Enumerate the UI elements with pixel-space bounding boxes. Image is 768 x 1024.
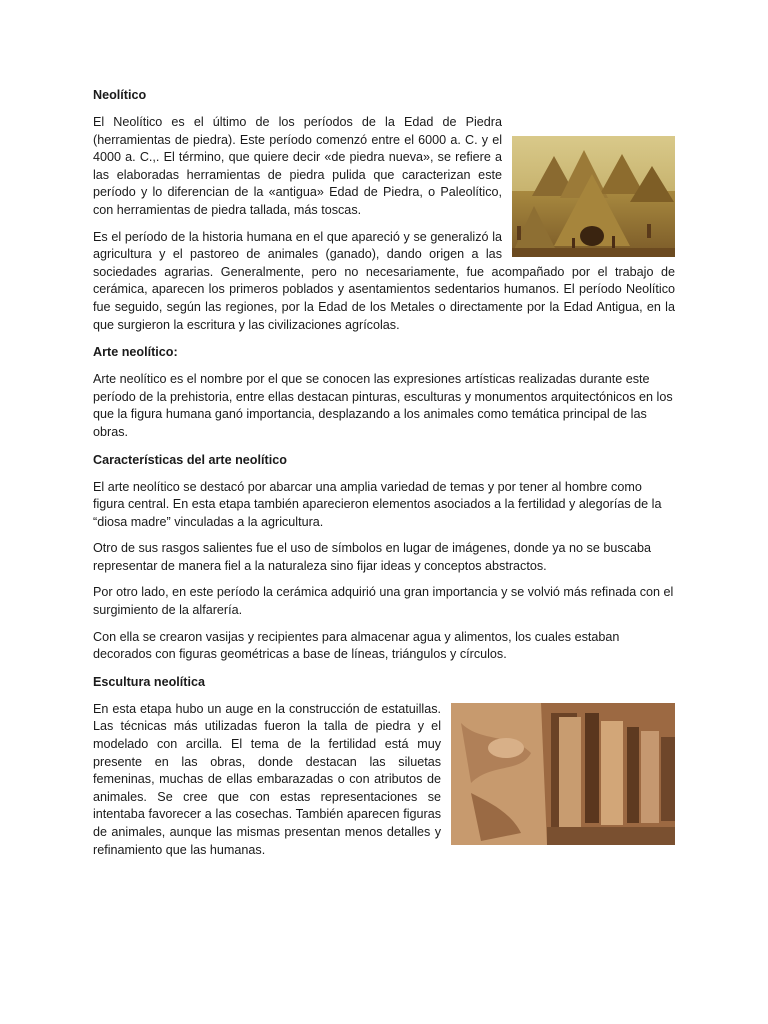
- heading-neolitico: Neolítico: [93, 88, 147, 102]
- document-page: [93, 86, 675, 868]
- heading-caracteristicas: Características del arte neolítico: [93, 452, 287, 467]
- paragraph-neolitico-1: El Neolítico es el último de los períodos de la Edad de Piedra (herramientas de piedra). Este período comenzó entre el 6000 a. C. y el 4000 a. C.,. El término, que quiere decir «de piedra nueva», se refiere a las elaboradas herramientas de piedra pulida que caracterizan este período y lo diferencian de la «antigua» Edad de Piedra, o Paleolítico, con herramientas de piedra tallada, más toscas.: [93, 115, 502, 217]
- paragraph-caracteristicas-2: Otro de sus rasgos salientes fue el uso de símbolos en lugar de imágenes, donde ya no se buscaba representar de manera fiel a la naturaleza sino fijar ideas y conceptos abstractos.: [93, 541, 651, 573]
- heading-arte-neolitico: Arte neolítico:: [93, 345, 178, 360]
- carved-stone-pillars-photo: [451, 703, 675, 845]
- paragraph-caracteristicas-4: Con ella se crearon vasijas y recipientes para almacenar agua y alimentos, los cuales estaban decorados con figuras geométricas a base de líneas, triángulos y círculos.: [93, 629, 620, 662]
- paragraph-neolitico-2: Es el período de la historia humana en el que apareció y se generalizó la agricultura y el pastoreo de animales (ganado), dando origen a las sociedades agrarias. Generalmente, pero no necesariamente, fue acompañado por el trabajo de cerámica, aparecen los primeros poblados y asentamientos sedentarios humanos. El período Neolítico fue seguido, según las regiones, por la Edad de los Metales o directamente por la Edad Antigua, en la que surgieron la escritura y las civilizaciones agrícolas.: [93, 229, 675, 332]
- paragraph-caracteristicas-1: El arte neolítico se destacó por abarcar una amplia variedad de temas y por tener al hombre como figura central. En esta etapa también aparecieron elementos asociados a la fertilidad y alegorías de la “diosa madre” vinculadas a la agricultura.: [93, 479, 662, 529]
- paragraph-caracteristicas-3: Por otro lado, en este período la cerámica adquirió una gran importancia y se volvió más refinada con el surgimiento de la alfarería.: [93, 585, 674, 618]
- paragraph-arte-1: Arte neolítico es el nombre por el que se conocen las expresiones artísticas realizadas durante este período de la prehistoria, entre ellas destacan pinturas, esculturas y monumentos arquitectónicos en los que la figura humana ganó importancia, desplazando a los animales como temática principal de las obras.: [93, 372, 673, 439]
- neolithic-village-illustration: [512, 136, 675, 257]
- heading-escultura-neolitica: Escultura neolítica: [93, 674, 205, 689]
- paragraph-escultura-1: En esta etapa hubo un auge en la construcción de estatuillas. Las técnicas más utilizadas fueron la talla de piedra y el modelado con arcilla. El tema de la fertilidad está muy presente en las obras, donde destacan las siluetas femeninas, muchas de ellas embarazadas o con atributos de animales. Se cree que con estas representaciones se intentaba favorecer a las cosechas. También aparecen figuras de animales, aunque las mismas presentan menos detalles y refinamiento que las humanas.: [93, 701, 441, 857]
